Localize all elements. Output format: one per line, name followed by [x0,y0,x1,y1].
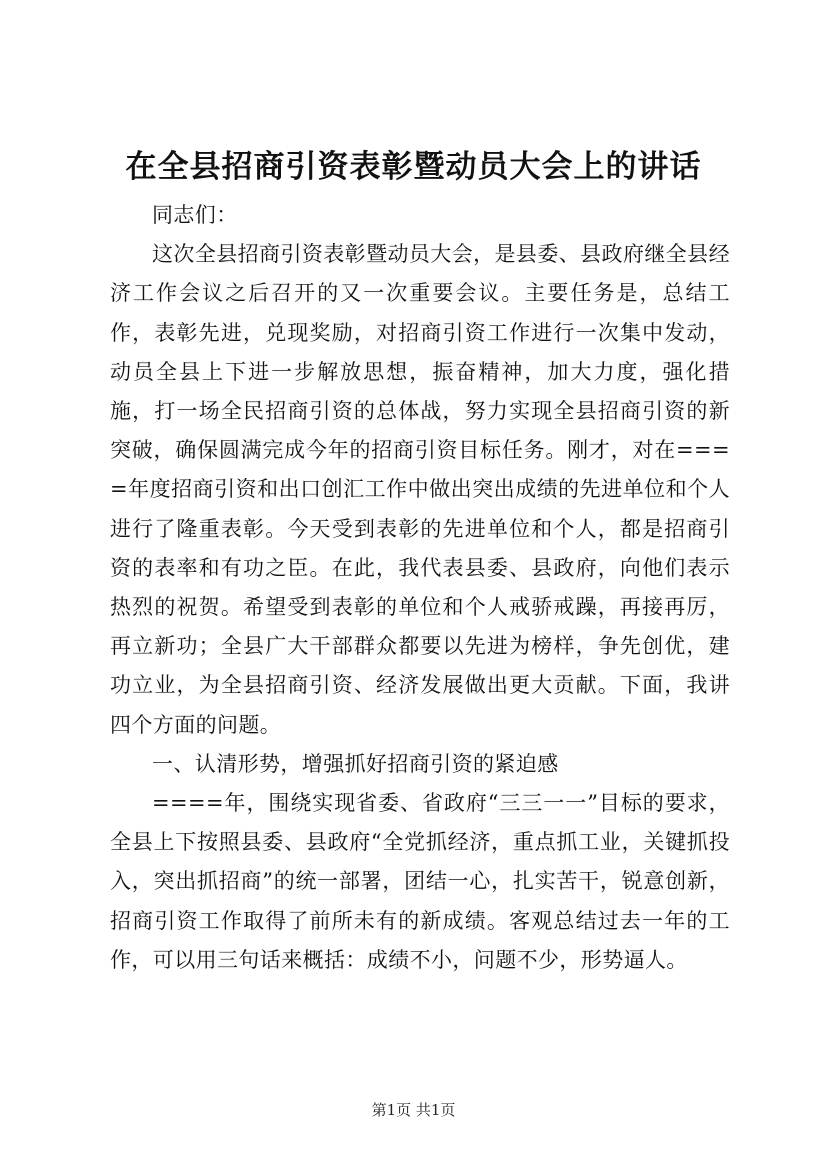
salutation: 同志们： [152,203,238,227]
section-heading-1: 一、认清形势，增强抓好招商引资的紧迫感 [152,751,559,776]
body-paragraph-intro: 这次全县招商引资表彰暨动员大会，是县委、县政府继全县经济工作会议之后召开的又一次重要会议。主要任务是，总结工作，表彰先进，兑现奖励，对招商引资工作进行一次集中发动，动员全县上下进一步解放思想，振奋精神，加大力度，强化措施，打一场全民招商引资的总体战，努力实现全县招商引资的新突破，确保圆满完成今年的招商引资目标任务。刚才，对在====年度招商引资和出口创汇工作中做出突出成绩的先进单位和个人进行了隆重表彰。今天受到表彰的先进单位和个人，都是招商引资的表率和有功之臣。在此，我代表县委、县政府，向他们表示热烈的祝贺。希望受到表彰的单位和个人戒骄戒躁，再接再厉，再立新功；全县广大干部群众都要以先进为榜样，争先创优，建功立业，为全县招商引资、经济发展做出更大贡献。下面，我讲四个方面的问题。 [110,242,730,737]
document-title: 在全县招商引资表彰暨动员大会上的讲话 [125,149,702,185]
document-body [110,196,730,980]
page-footer: 第1页 共1页 [371,1101,456,1119]
body-paragraph-section-1: ====年，围绕实现省委、省政府“三三一一”目标的要求，全县上下按照县委、县政府“全党抓经济，重点抓工业，关键抓投入，突出抓招商”的统一部署，团结一心，扎实苦干，锐意创新，招商引资工作取得了前所未有的新成绩。客观总结过去一年的工作，可以用三句话来概括：成绩不小，问题不少，形势逼人。 [110,791,730,972]
